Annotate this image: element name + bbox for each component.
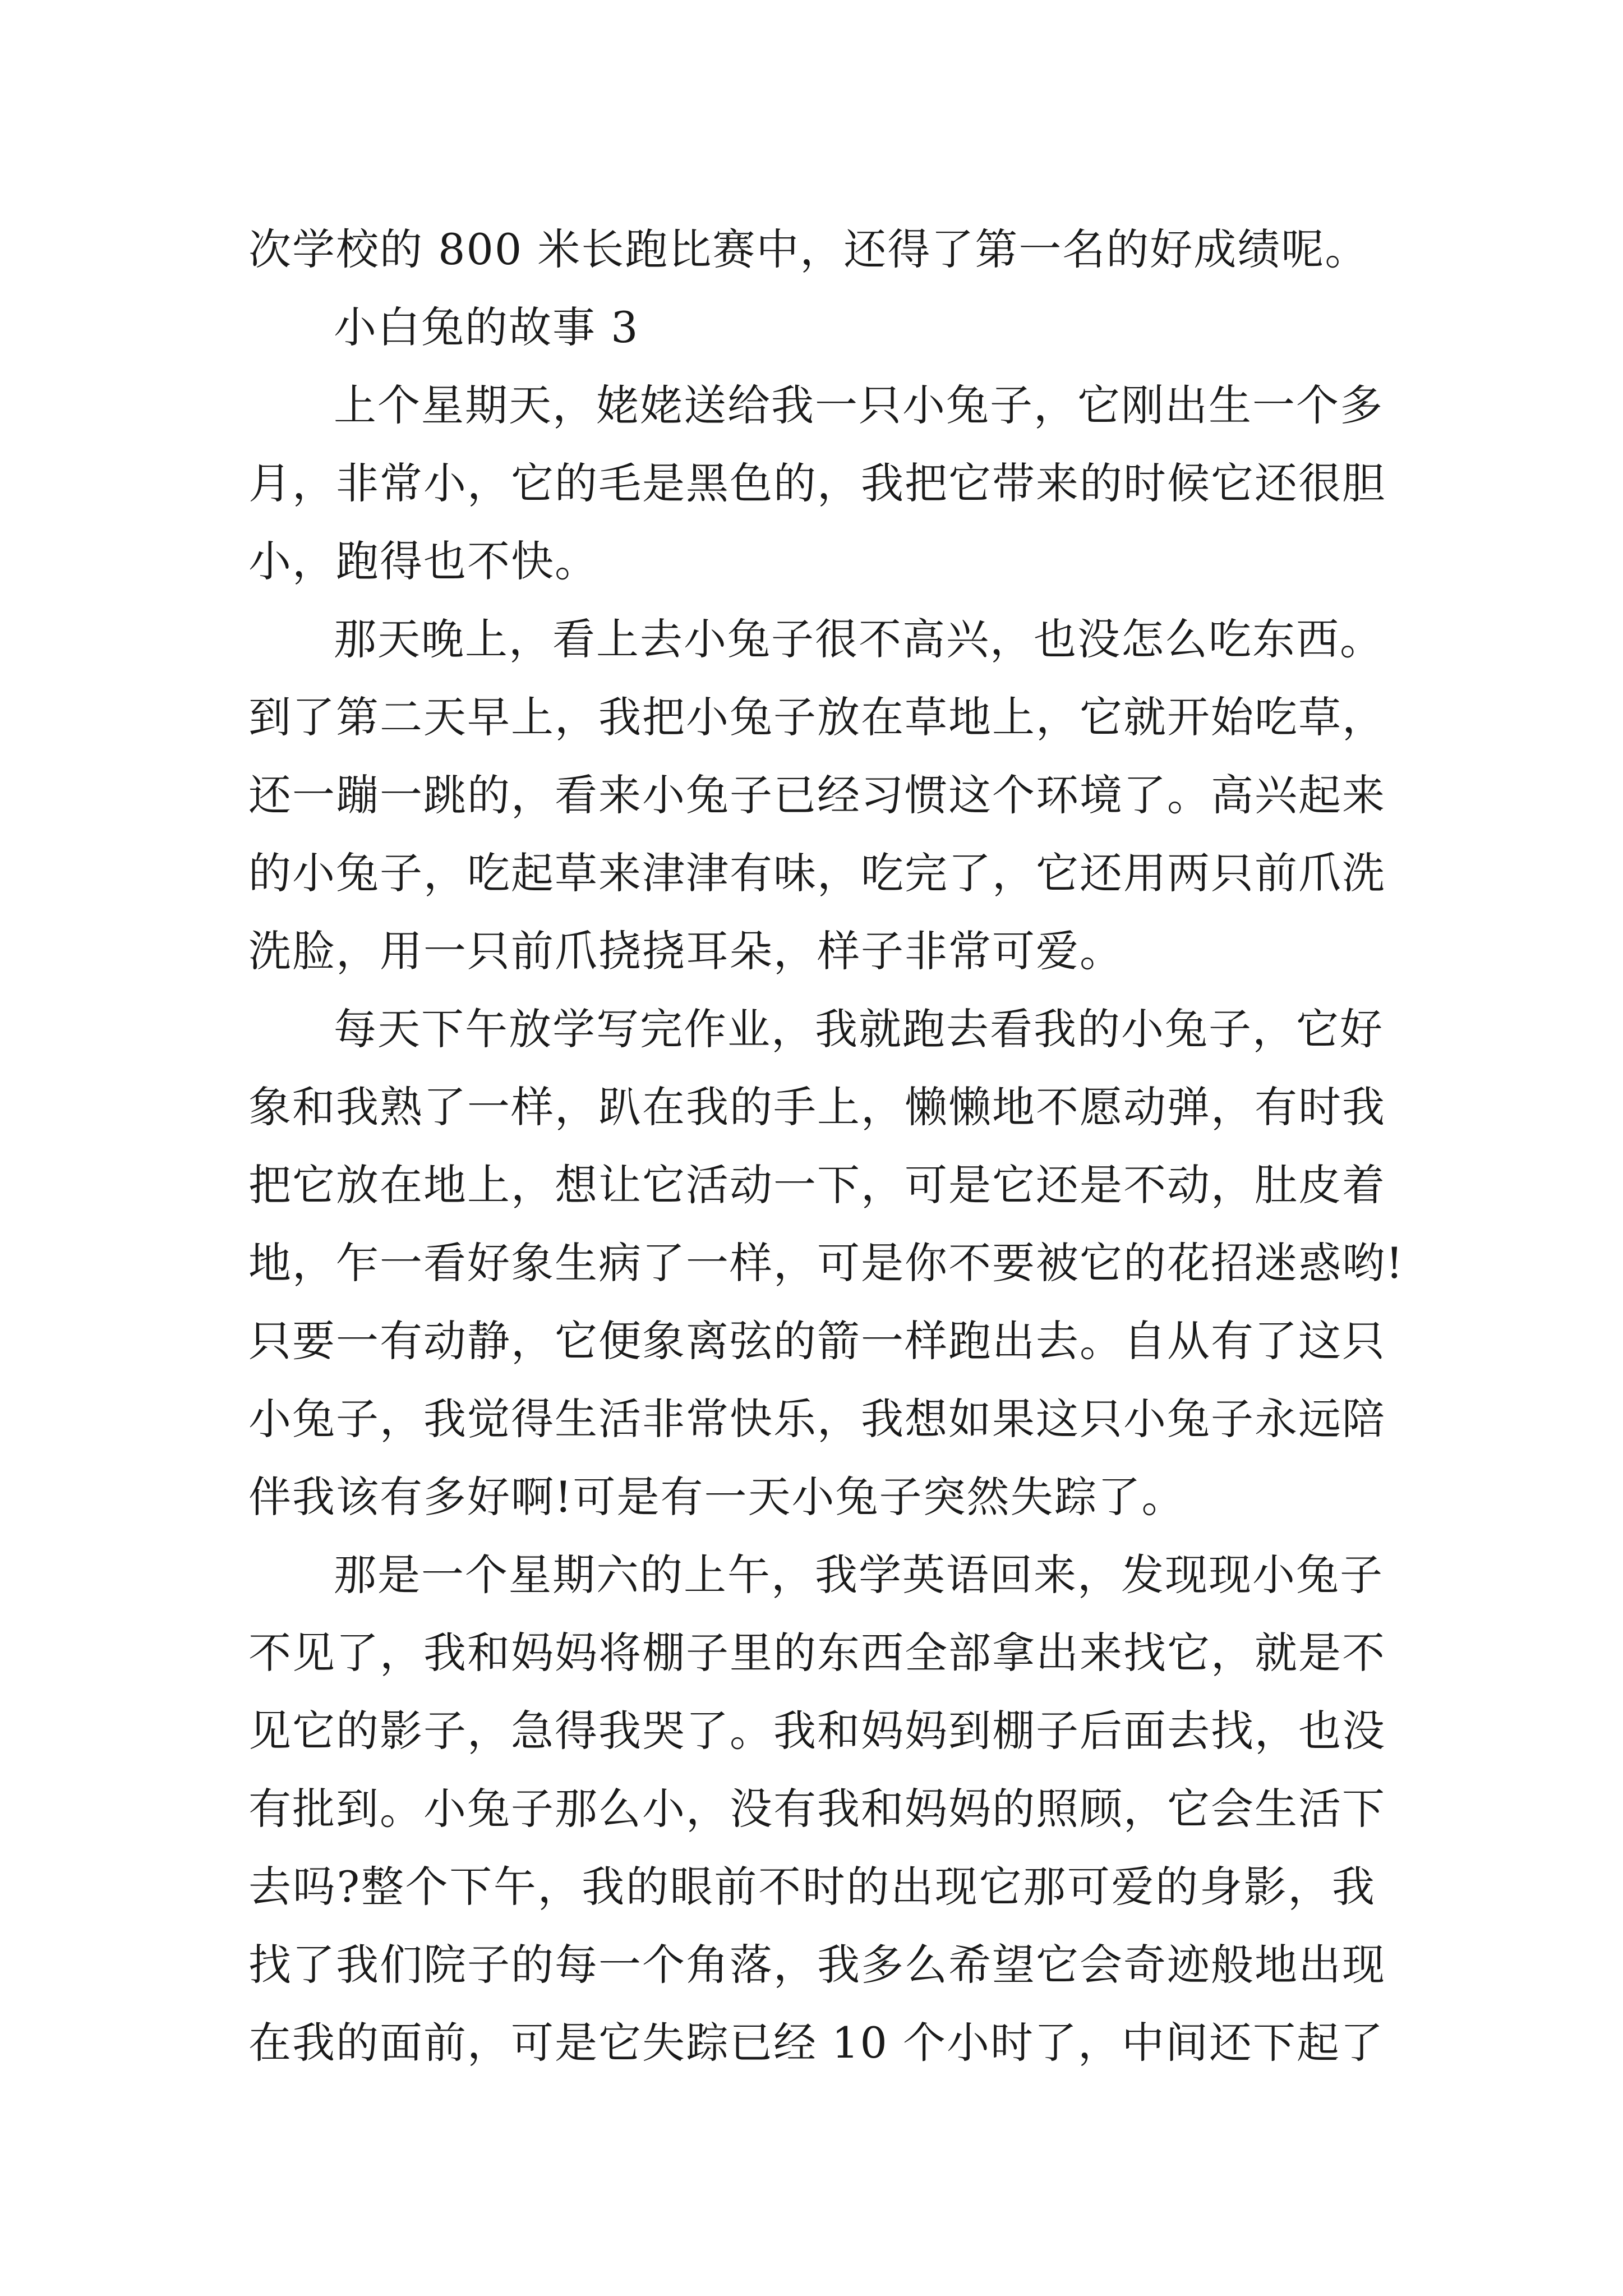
text-line: 有批到。小兔子那么小，没有我和妈妈的照顾，它会生活下 bbox=[248, 1784, 1386, 1834]
paragraph bbox=[248, 990, 1404, 1536]
text-line: 把它放在地上，想让它活动一下，可是它还是不动，肚皮着 bbox=[248, 1160, 1386, 1210]
text-line: 见它的影子，急得我哭了。我和妈妈到棚子后面去找，也没 bbox=[248, 1706, 1386, 1756]
text-line: 洗脸，用一只前爪挠挠耳朵，样子非常可爱。 bbox=[248, 926, 1123, 976]
text-line: 上个星期天，姥姥送给我一只小兔子，它刚出生一个多 bbox=[334, 380, 1384, 430]
text-line: 地，乍一看好象生病了一样，可是你不要被它的花招迷惑哟! bbox=[248, 1238, 1404, 1288]
text-line: 小兔子，我觉得生活非常快乐，我想如果这只小兔子永远陪 bbox=[248, 1394, 1386, 1444]
story-heading bbox=[248, 288, 1376, 366]
text-line: 在我的面前，可是它失踪已经 10 个小时了，中间还下起了 bbox=[248, 2018, 1385, 2068]
text-line: 小，跑得也不快。 bbox=[248, 536, 598, 586]
paragraph bbox=[248, 1536, 1386, 2082]
text-line: 还一蹦一跳的，看来小兔子已经习惯这个环境了。高兴起来 bbox=[248, 770, 1386, 820]
paragraph bbox=[248, 366, 1386, 600]
text-line: 次学校的 800 米长跑比赛中，还得了第一名的好成绩呢。 bbox=[248, 224, 1369, 274]
document-body bbox=[248, 210, 1404, 2082]
text-line: 到了第二天早上，我把小兔子放在草地上，它就开始吃草， bbox=[248, 692, 1386, 742]
text-line: 的小兔子，吃起草来津津有味，吃完了，它还用两只前爪洗 bbox=[248, 848, 1386, 898]
text-line: 月，非常小，它的毛是黑色的，我把它带来的时候它还很胆 bbox=[248, 458, 1386, 508]
text-line: 那是一个星期六的上午，我学英语回来，发现现小兔子 bbox=[334, 1550, 1384, 1600]
paragraph bbox=[248, 600, 1386, 990]
paragraph bbox=[248, 210, 1376, 288]
text-line: 只要一有动静，它便象离弦的箭一样跑出去。自从有了这只 bbox=[248, 1316, 1386, 1366]
text-line: 不见了，我和妈妈将棚子里的东西全部拿出来找它，就是不 bbox=[248, 1628, 1386, 1678]
text-line: 小白兔的故事 3 bbox=[334, 302, 639, 352]
text-line: 去吗?整个下午，我的眼前不时的出现它那可爱的身影，我 bbox=[248, 1862, 1376, 1912]
text-line: 伴我该有多好啊!可是有一天小兔子突然失踪了。 bbox=[248, 1472, 1186, 1522]
text-line: 找了我们院子的每一个角落，我多么希望它会奇迹般地出现 bbox=[248, 1940, 1386, 1990]
text-line: 象和我熟了一样，趴在我的手上，懒懒地不愿动弹，有时我 bbox=[248, 1082, 1386, 1132]
text-line: 那天晚上，看上去小兔子很不高兴，也没怎么吃东西。 bbox=[334, 614, 1384, 664]
text-line: 每天下午放学写完作业，我就跑去看我的小兔子，它好 bbox=[334, 1004, 1384, 1054]
